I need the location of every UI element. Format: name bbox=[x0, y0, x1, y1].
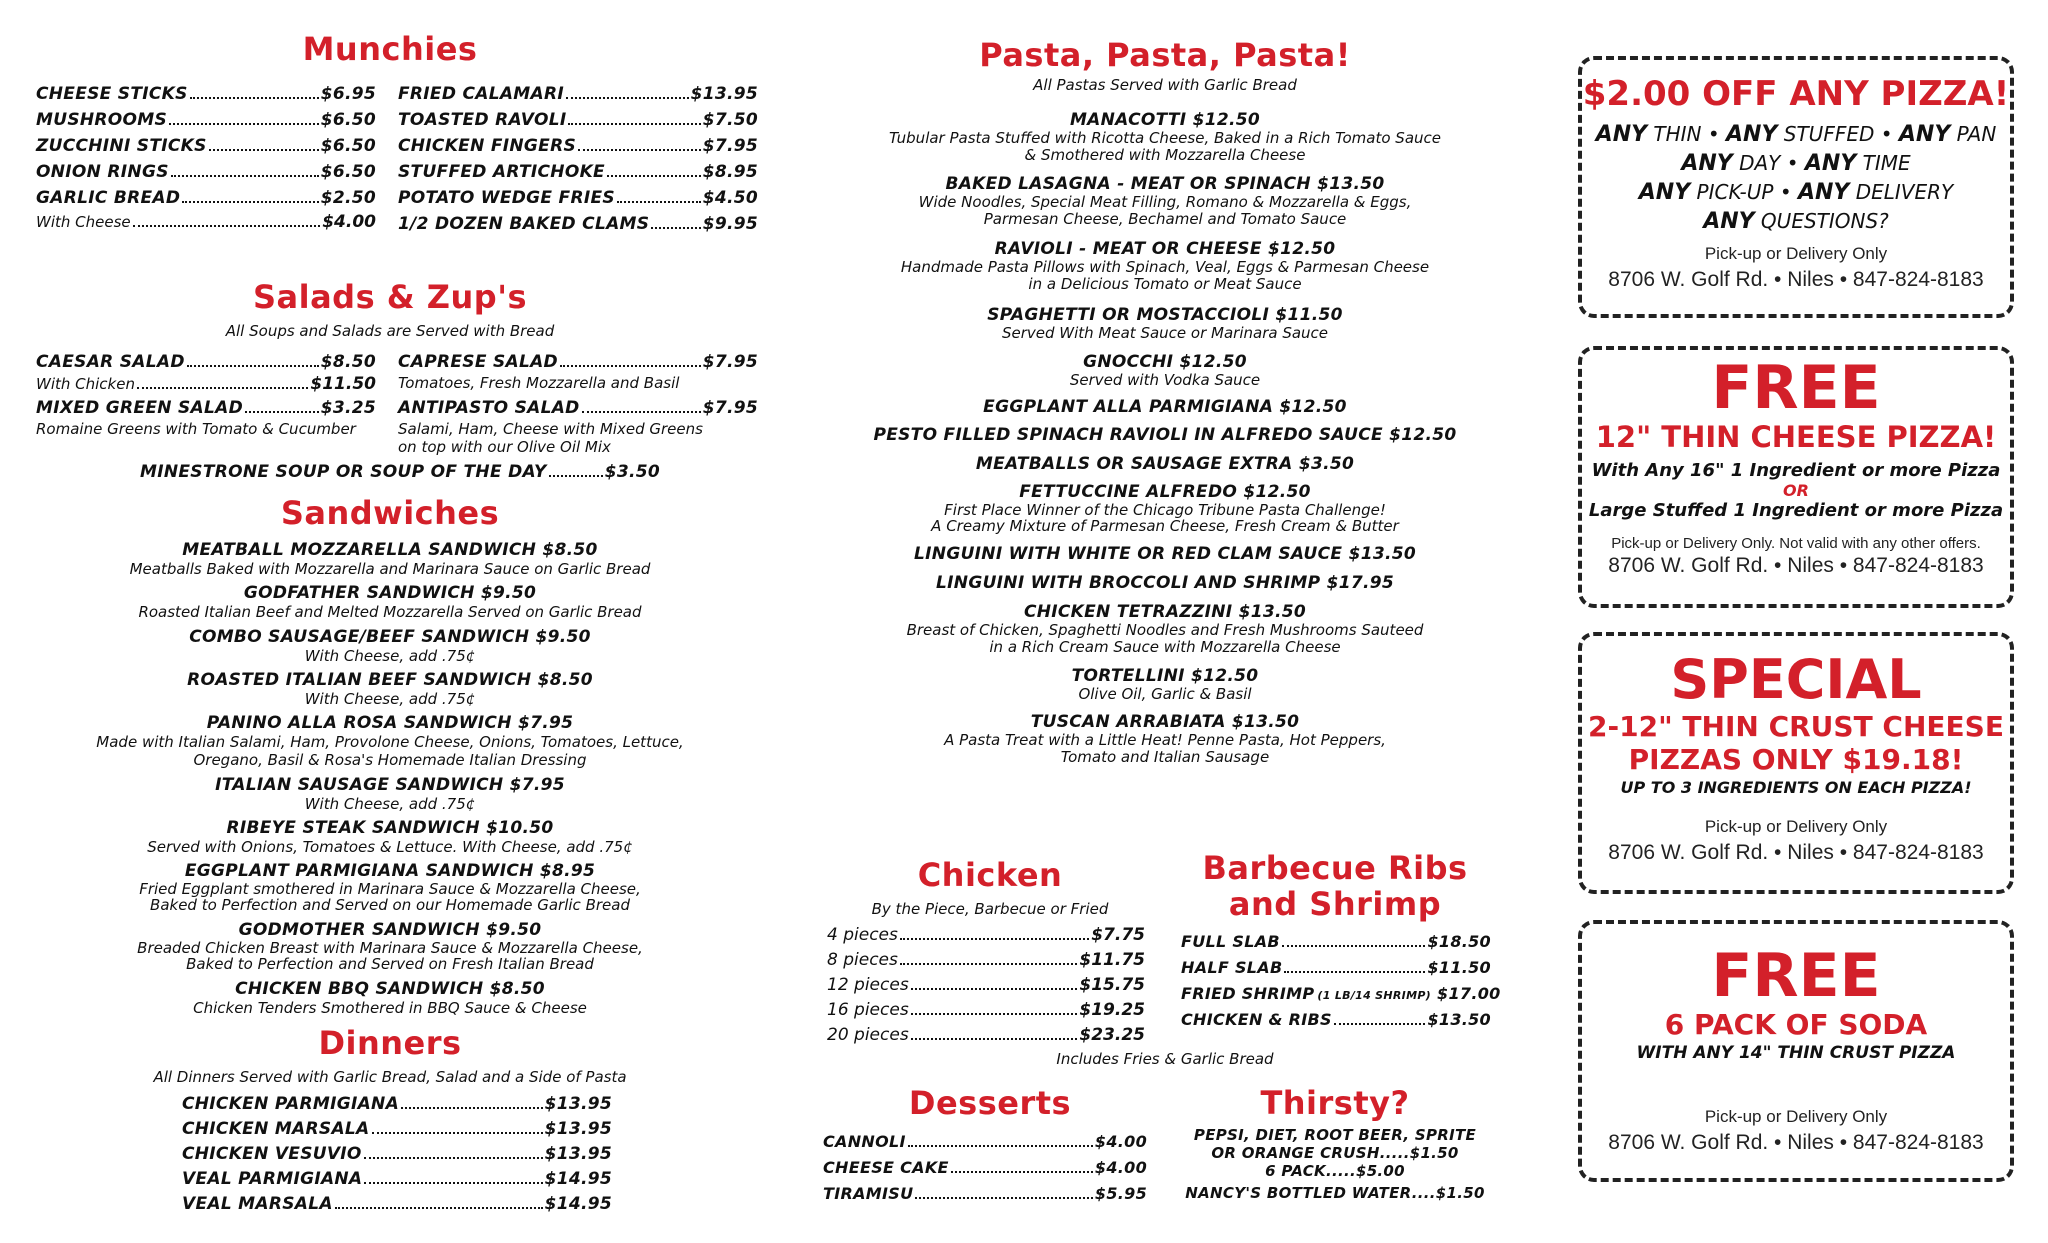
item-desc: Roasted Italian Beef and Melted Mozzarella Served on Garlic Bread bbox=[138, 603, 642, 621]
chicken-heading: Chicken bbox=[917, 856, 1063, 894]
ribs-heading bbox=[1165, 850, 1505, 922]
item-name: ITALIAN SAUSAGE SANDWICH $7.95 bbox=[215, 775, 565, 795]
coupon-address: 8706 W. Golf Rd. • Niles • 847-824-8183 bbox=[1608, 268, 1984, 291]
sandwich-item bbox=[30, 861, 750, 920]
menu-item: CAESAR SALAD $8.50 bbox=[36, 352, 376, 372]
coupon-address: 8706 W. Golf Rd. • Niles • 847-824-8183 bbox=[1608, 841, 1984, 864]
coupon-line: ANY QUESTIONS? bbox=[1703, 209, 1889, 234]
item-desc: in a Delicious Tomato or Meat Sauce bbox=[1028, 275, 1302, 293]
pasta-item: EGGPLANT ALLA PARMIGIANA $12.50 bbox=[983, 397, 1347, 417]
thirsty-list bbox=[1165, 1126, 1505, 1202]
chicken-note: By the Piece, Barbecue or Fried bbox=[871, 900, 1109, 918]
menu-item: FULL SLAB $18.50 bbox=[1181, 932, 1491, 951]
coupon-big-title: FREE bbox=[1711, 353, 1881, 423]
menu-item: STUFFED ARTICHOKE $8.95 bbox=[398, 162, 758, 182]
pasta-heading: Pasta, Pasta, Pasta! bbox=[979, 36, 1351, 74]
desserts-list bbox=[823, 1132, 1147, 1210]
item-desc: Parmesan Cheese, Bechamel and Tomato Sauce bbox=[983, 210, 1347, 228]
menu-item: VEAL PARMIGIANA $14.95 bbox=[182, 1169, 612, 1189]
menu-item: TOASTED RAVOLI $7.50 bbox=[398, 110, 758, 130]
item-desc: With Cheese, add .75¢ bbox=[304, 690, 476, 708]
menu-item: 8 pieces $11.75 bbox=[827, 950, 1145, 970]
pasta-item: MEATBALLS OR SAUSAGE EXTRA $3.50 bbox=[975, 454, 1355, 474]
salads-note: All Soups and Salads are Served with Bread bbox=[225, 322, 555, 340]
coupon-free-cheese-pizza[interactable] bbox=[1578, 346, 2014, 608]
menu-item: CAPRESE SALAD $7.95 bbox=[398, 352, 758, 372]
coupon-big-title: FREE bbox=[1711, 941, 1881, 1011]
menu-item: VEAL MARSALA $14.95 bbox=[182, 1194, 612, 1214]
menu-item-desc: Tomatoes, Fresh Mozzarella and Basil bbox=[398, 374, 680, 392]
pasta-item: LINGUINI WITH BROCCOLI AND SHRIMP $17.95 bbox=[936, 573, 1394, 593]
sandwich-item bbox=[30, 627, 750, 670]
item-desc: A Creamy Mixture of Parmesan Cheese, Fresh Cream & Butter bbox=[931, 517, 1399, 535]
menu-item: ZUCCHINI STICKS $6.50 bbox=[36, 136, 376, 156]
menu-item: CANNOLI $4.00 bbox=[823, 1132, 1147, 1151]
sandwich-item bbox=[30, 818, 750, 861]
item-desc: in a Rich Cream Sauce with Mozzarella Cheese bbox=[989, 638, 1341, 656]
menu-item-variant: With Chicken $11.50 bbox=[36, 374, 376, 394]
item-desc: Baked to Perfection and Served on Fresh Italian Bread bbox=[186, 955, 594, 973]
item-desc: Chicken Tenders Smothered in BBQ Sauce & Cheese bbox=[193, 999, 587, 1017]
menu-item: CHICKEN PARMIGIANA $13.95 bbox=[182, 1094, 612, 1114]
coupon-line: UP TO 3 INGREDIENTS ON EACH PIZZA! bbox=[1620, 778, 1972, 797]
coupon-big-title: SPECIAL bbox=[1670, 648, 1922, 711]
thirsty-heading: Thirsty? bbox=[1260, 1084, 1410, 1122]
pasta-item: PESTO FILLED SPINACH RAVIOLI IN ALFREDO SAUCE $12.50 bbox=[873, 425, 1457, 445]
sandwich-item bbox=[30, 979, 750, 1019]
pasta-item bbox=[815, 602, 1515, 666]
drink-line: OR ORANGE CRUSH.....$1.50 bbox=[1211, 1144, 1459, 1162]
item-name: MANACOTTI $12.50 bbox=[1069, 110, 1261, 130]
pasta-item bbox=[815, 352, 1515, 397]
munchies-left-list bbox=[36, 84, 376, 234]
menu-item: GARLIC BREAD $2.50 bbox=[36, 188, 376, 208]
item-name: ROASTED ITALIAN BEEF SANDWICH $8.50 bbox=[187, 670, 593, 690]
item-desc: Served with Onions, Tomatoes & Lettuce. With Cheese, add .75¢ bbox=[147, 838, 633, 856]
sandwiches-list bbox=[30, 540, 750, 1019]
item-name: COMBO SAUSAGE/BEEF SANDWICH $9.50 bbox=[189, 627, 591, 647]
menu-item: FRIED CALAMARI $13.95 bbox=[398, 84, 758, 104]
coupon-line: ANY PICK-UP • ANY DELIVERY bbox=[1638, 180, 1954, 205]
pasta-item bbox=[815, 482, 1515, 544]
item-desc: Wide Noodles, Special Meat Filling, Romano & Mozzarella & Eggs, bbox=[918, 193, 1412, 211]
dinners-heading: Dinners bbox=[318, 1024, 462, 1062]
menu-item: 20 pieces $23.25 bbox=[827, 1025, 1145, 1045]
sandwich-item bbox=[30, 713, 750, 775]
item-name: MEATBALL MOZZARELLA SANDWICH $8.50 bbox=[182, 540, 598, 560]
pasta-item bbox=[815, 239, 1515, 305]
coupon-special[interactable] bbox=[1578, 632, 2014, 894]
item-desc: With Cheese, add .75¢ bbox=[304, 647, 476, 665]
item-desc: With Cheese, add .75¢ bbox=[304, 795, 476, 813]
coupon-address: 8706 W. Golf Rd. • Niles • 847-824-8183 bbox=[1608, 1131, 1984, 1154]
coupon-line: With Any 16" 1 Ingredient or more Pizza bbox=[1591, 460, 2001, 481]
menu-item: CHICKEN MARSALA $13.95 bbox=[182, 1119, 612, 1139]
menu-item: POTATO WEDGE FRIES $4.50 bbox=[398, 188, 758, 208]
coupon-title: 6 PACK OF SODA bbox=[1664, 1008, 1928, 1041]
pasta-item bbox=[815, 712, 1515, 776]
menu-item: 1/2 DOZEN BAKED CLAMS $9.95 bbox=[398, 214, 758, 234]
item-desc: Handmade Pasta Pillows with Spinach, Veal, Eggs & Parmesan Cheese bbox=[900, 258, 1430, 276]
item-name: CHICKEN TETRAZZINI $13.50 bbox=[1023, 602, 1307, 622]
pasta-list bbox=[815, 110, 1515, 776]
menu-item-desc: Romaine Greens with Tomato & Cucumber bbox=[36, 420, 356, 438]
coupon-line: Large Stuffed 1 Ingredient or more Pizza bbox=[1588, 500, 2004, 521]
menu-item-desc: on top with our Olive Oil Mix bbox=[398, 438, 611, 456]
dinners-note: All Dinners Served with Garlic Bread, Salad and a Side of Pasta bbox=[153, 1068, 627, 1086]
menu-item: FRIED SHRIMP (1 LB/14 SHRIMP) $17.00 bbox=[1181, 984, 1501, 1003]
item-desc: Served with Vodka Sauce bbox=[1069, 371, 1261, 389]
menu-item: CHICKEN & RIBS $13.50 bbox=[1181, 1010, 1491, 1029]
item-sub: (1 LB/14 SHRIMP) bbox=[1317, 989, 1432, 1002]
item-name: SPAGHETTI OR MOSTACCIOLI $11.50 bbox=[987, 305, 1343, 325]
chicken-list bbox=[827, 925, 1145, 1050]
item-desc: Olive Oil, Garlic & Basil bbox=[1078, 685, 1252, 703]
item-desc: Baked to Perfection and Served on our Homemade Garlic Bread bbox=[150, 896, 630, 914]
salads-left-list bbox=[36, 352, 376, 438]
coupon-line: WITH ANY 14" THIN CRUST PIZZA bbox=[1636, 1043, 1956, 1063]
menu-item: 16 pieces $19.25 bbox=[827, 1000, 1145, 1020]
coupon-free-soda[interactable] bbox=[1578, 920, 2014, 1182]
sandwich-item bbox=[30, 670, 750, 713]
menu-item: CHEESE STICKS $6.95 bbox=[36, 84, 376, 104]
item-desc: Meatballs Baked with Mozzarella and Marinara Sauce on Garlic Bread bbox=[129, 560, 651, 578]
munchies-heading: Munchies bbox=[302, 30, 478, 68]
menu-item: HALF SLAB $11.50 bbox=[1181, 958, 1491, 977]
item-desc: First Place Winner of the Chicago Tribune Pasta Challenge! bbox=[944, 501, 1386, 519]
item-desc: Oregano, Basil & Rosa's Homemade Italian Dressing bbox=[193, 751, 587, 769]
includes-note: Includes Fries & Garlic Bread bbox=[1056, 1050, 1274, 1068]
menu-item-desc: Salami, Ham, Cheese with Mixed Greens bbox=[398, 420, 703, 438]
drink-line: 6 PACK.....$5.00 bbox=[1265, 1162, 1405, 1180]
item-name: GODFATHER SANDWICH $9.50 bbox=[243, 583, 537, 603]
coupon-title: 2-12" THIN CRUST CHEESE bbox=[1588, 710, 2004, 743]
dinners-list bbox=[182, 1094, 612, 1219]
desserts-heading: Desserts bbox=[908, 1084, 1072, 1122]
item-name: GODMOTHER SANDWICH $9.50 bbox=[238, 920, 542, 940]
coupon-line: ANY THIN • ANY STUFFED • ANY PAN bbox=[1595, 122, 1997, 147]
coupon-title: 12" THIN CHEESE PIZZA! bbox=[1595, 420, 1997, 454]
pasta-item bbox=[815, 110, 1515, 174]
item-name: PANINO ALLA ROSA SANDWICH $7.95 bbox=[206, 713, 574, 733]
item-name: RAVIOLI - MEAT OR CHEESE $12.50 bbox=[994, 239, 1336, 259]
salads-heading: Salads & Zup's bbox=[252, 278, 528, 316]
coupon-terms: Pick-up or Delivery Only bbox=[1704, 1107, 1888, 1126]
pasta-item: LINGUINI WITH WHITE OR RED CLAM SAUCE $13.50 bbox=[914, 544, 1416, 564]
pasta-item bbox=[815, 174, 1515, 239]
coupon-terms: Pick-up or Delivery Only. Not valid with any other offers. bbox=[1611, 535, 1981, 552]
menu-item: 4 pieces $7.75 bbox=[827, 925, 1145, 945]
sandwich-item bbox=[30, 920, 750, 979]
item-desc: Made with Italian Salami, Ham, Provolone Cheese, Onions, Tomatoes, Lettuce, bbox=[96, 733, 684, 751]
sandwich-item bbox=[30, 540, 750, 583]
item-name: FETTUCCINE ALFREDO $12.50 bbox=[1019, 482, 1311, 502]
menu-item-variant: With Cheese $4.00 bbox=[36, 212, 376, 232]
item-desc: & Smothered with Mozzarella Cheese bbox=[1024, 146, 1306, 164]
item-desc: Breaded Chicken Breast with Marinara Sauce & Mozzarella Cheese, bbox=[137, 939, 643, 957]
sandwiches-heading: Sandwiches bbox=[280, 494, 500, 532]
item-name: CHICKEN BBQ SANDWICH $8.50 bbox=[235, 979, 545, 999]
menu-item-minestrone: MINESTRONE SOUP OR SOUP OF THE DAY $3.50 bbox=[140, 462, 660, 482]
coupon-or: OR bbox=[1783, 481, 1809, 500]
menu-item: TIRAMISU $5.95 bbox=[823, 1184, 1147, 1203]
menu-item: CHICKEN VESUVIO $13.95 bbox=[182, 1144, 612, 1164]
item-name: TUSCAN ARRABIATA $13.50 bbox=[1030, 712, 1300, 732]
coupon-title: $2.00 OFF ANY PIZZA! bbox=[1582, 74, 2010, 114]
coupon-2-off[interactable] bbox=[1578, 56, 2014, 318]
item-desc: Fried Eggplant smothered in Marinara Sauce & Mozzarella Cheese, bbox=[139, 880, 641, 898]
item-name: GNOCCHI $12.50 bbox=[1083, 352, 1247, 372]
coupon-line: ANY DAY • ANY TIME bbox=[1681, 151, 1911, 176]
item-desc: Breast of Chicken, Spaghetti Noodles and Fresh Mushrooms Sauteed bbox=[906, 621, 1424, 639]
menu-item: MIXED GREEN SALAD $3.25 bbox=[36, 398, 376, 418]
item-desc: Served With Meat Sauce or Marinara Sauce bbox=[1001, 324, 1329, 342]
ribs-heading-line1: Barbecue Ribs bbox=[1202, 849, 1468, 887]
coupon-address: 8706 W. Golf Rd. • Niles • 847-824-8183 bbox=[1608, 554, 1984, 577]
coupon-terms: Pick-up or Delivery Only bbox=[1704, 244, 1888, 263]
drink-line: NANCY'S BOTTLED WATER....$1.50 bbox=[1185, 1184, 1485, 1202]
item-desc: Tubular Pasta Stuffed with Ricotta Cheese, Baked in a Rich Tomato Sauce bbox=[889, 129, 1441, 147]
menu-item: MUSHROOMS $6.50 bbox=[36, 110, 376, 130]
item-name: RIBEYE STEAK SANDWICH $10.50 bbox=[226, 818, 554, 838]
sandwich-item bbox=[30, 775, 750, 818]
coupon-terms: Pick-up or Delivery Only bbox=[1704, 817, 1888, 836]
menu-item: CHICKEN FINGERS $7.95 bbox=[398, 136, 758, 156]
pasta-item bbox=[815, 305, 1515, 352]
pasta-item bbox=[815, 666, 1515, 712]
ribs-list bbox=[1181, 932, 1501, 1036]
item-desc: A Pasta Treat with a Little Heat! Penne Pasta, Hot Peppers, bbox=[944, 731, 1386, 749]
menu-item: ONION RINGS $6.50 bbox=[36, 162, 376, 182]
menu-item: 12 pieces $15.75 bbox=[827, 975, 1145, 995]
drink-line: PEPSI, DIET, ROOT BEER, SPRITE bbox=[1193, 1126, 1477, 1144]
ribs-heading-line2: and Shrimp bbox=[1228, 885, 1442, 923]
item-name: EGGPLANT PARMIGIANA SANDWICH $8.95 bbox=[184, 861, 596, 881]
salads-right-list bbox=[398, 352, 758, 456]
item-desc: Tomato and Italian Sausage bbox=[1060, 748, 1270, 766]
item-name: BAKED LASAGNA - MEAT OR SPINACH $13.50 bbox=[945, 174, 1385, 194]
sandwich-item bbox=[30, 583, 750, 627]
munchies-right-list bbox=[398, 84, 758, 240]
item-name: TORTELLINI $12.50 bbox=[1071, 666, 1259, 686]
coupon-title: PIZZAS ONLY $19.18! bbox=[1628, 743, 1964, 776]
pasta-note: All Pastas Served with Garlic Bread bbox=[1033, 76, 1297, 94]
menu-item: CHEESE CAKE $4.00 bbox=[823, 1158, 1147, 1177]
menu-item: ANTIPASTO SALAD $7.95 bbox=[398, 398, 758, 418]
